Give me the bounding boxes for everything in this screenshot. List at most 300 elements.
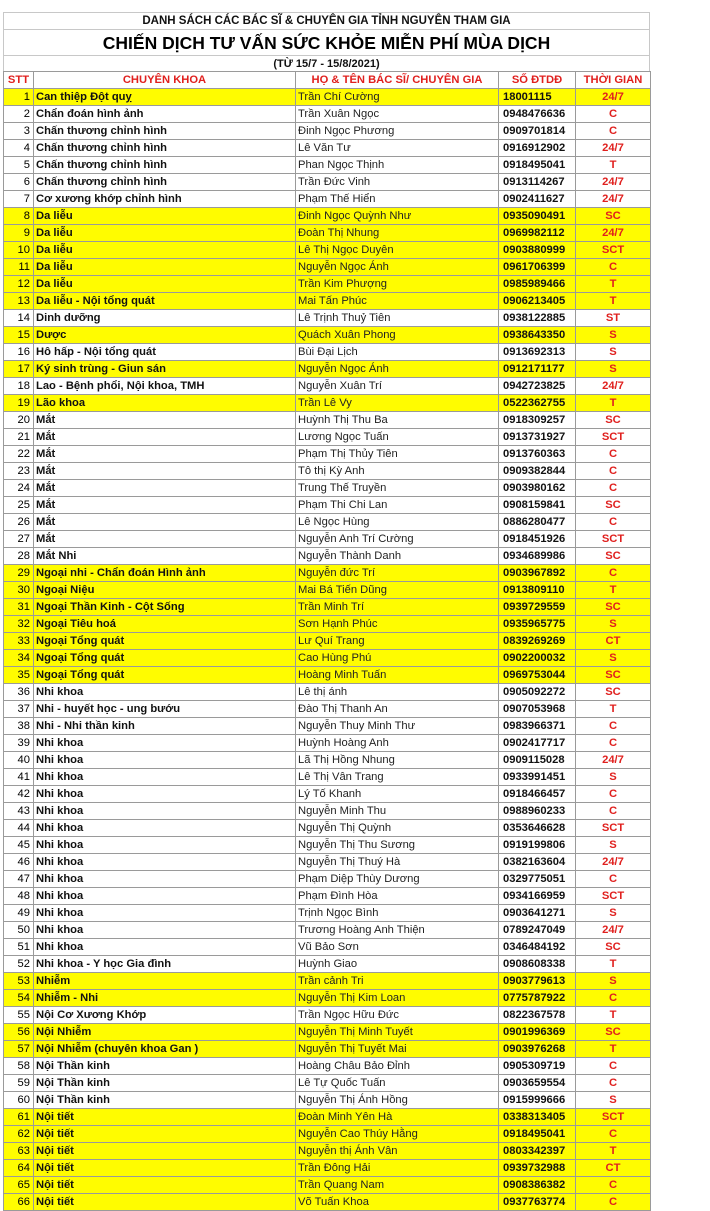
cell-time: C [576,1075,651,1092]
cell-specialty: Chấn thương chỉnh hình [34,157,296,174]
cell-specialty: Mắt [34,497,296,514]
table-row [4,973,651,990]
cell-time: T [576,1007,651,1024]
cell-time: C [576,446,651,463]
table-row [4,208,651,225]
cell-phone: 0913692313 [499,344,576,361]
cell-phone: 0939732988 [499,1160,576,1177]
cell-stt: 39 [4,735,34,752]
cell-time: CT [576,633,651,650]
cell-specialty: Chấn thương chỉnh hình [34,140,296,157]
cell-doctor-name: Quách Xuân Phong [296,327,499,344]
table-row [4,599,651,616]
cell-stt: 17 [4,361,34,378]
cell-phone: 0905309719 [499,1058,576,1075]
cell-specialty: Chấn thương chỉnh hình [34,174,296,191]
cell-time: S [576,837,651,854]
cell-doctor-name: Võ Tuấn Khoa [296,1194,499,1211]
cell-stt: 3 [4,123,34,140]
cell-specialty: Mắt [34,514,296,531]
table-row [4,259,651,276]
cell-stt: 11 [4,259,34,276]
cell-doctor-name: Nguyễn Minh Thu [296,803,499,820]
cell-time: C [576,990,651,1007]
cell-stt: 54 [4,990,34,1007]
table-row [4,718,651,735]
cell-time: 24/7 [576,140,651,157]
col-header-time: THỜI GIAN [576,72,651,89]
cell-doctor-name: Trần Quang Nam [296,1177,499,1194]
cell-specialty: Nhi khoa [34,769,296,786]
cell-stt: 65 [4,1177,34,1194]
table-row [4,888,651,905]
cell-stt: 60 [4,1092,34,1109]
cell-doctor-name: Trần cảnh Tri [296,973,499,990]
table-row [4,956,651,973]
cell-stt: 66 [4,1194,34,1211]
cell-phone: 0915999666 [499,1092,576,1109]
cell-phone: 0985989466 [499,276,576,293]
date-range: (TỪ 15/7 - 15/8/2021) [3,55,650,71]
cell-doctor-name: Vũ Bảo Sơn [296,939,499,956]
cell-phone: 0903880999 [499,242,576,259]
cell-specialty: Da liễu [34,276,296,293]
cell-phone: 0909382844 [499,463,576,480]
cell-specialty: Nhi khoa [34,888,296,905]
table-row [4,123,651,140]
cell-specialty: Chẩn đoán hình ảnh [34,106,296,123]
cell-doctor-name: Nguyễn đức Trí [296,565,499,582]
table-row [4,684,651,701]
cell-doctor-name: Phan Ngọc Thịnh [296,157,499,174]
list-header-title: DANH SÁCH CÁC BÁC SĨ & CHUYÊN GIA TỈNH NGUYÊN THAM GIA [3,12,650,29]
cell-specialty: Nhi - huyết học - ung bướu [34,701,296,718]
cell-doctor-name: Phạm Thi Chi Lan [296,497,499,514]
col-header-phone: SỐ ĐTDĐ [499,72,576,89]
cell-time: S [576,769,651,786]
table-row [4,1194,651,1211]
cell-stt: 48 [4,888,34,905]
cell-doctor-name: Lê Văn Tư [296,140,499,157]
cell-specialty: Can thiệp Đột quỵ [34,89,296,106]
doctor-table [3,71,651,1211]
cell-time: S [576,361,651,378]
cell-doctor-name: Phạm Thế Hiển [296,191,499,208]
cell-phone: 0522362755 [499,395,576,412]
table-row [4,1177,651,1194]
cell-stt: 63 [4,1143,34,1160]
cell-stt: 7 [4,191,34,208]
cell-time: C [576,735,651,752]
cell-doctor-name: Huỳnh Giao [296,956,499,973]
cell-phone: 0918495041 [499,157,576,174]
cell-phone: 0988960233 [499,803,576,820]
cell-stt: 6 [4,174,34,191]
table-row [4,361,651,378]
cell-phone: 0938643350 [499,327,576,344]
table-row [4,548,651,565]
cell-phone: 0969982112 [499,225,576,242]
cell-time: CT [576,1160,651,1177]
cell-doctor-name: Lã Thị Hồng Nhung [296,752,499,769]
cell-doctor-name: Mai Bá Tiến Dũng [296,582,499,599]
cell-time: 24/7 [576,854,651,871]
table-row [4,514,651,531]
table-row [4,446,651,463]
cell-time: 24/7 [576,174,651,191]
table-row [4,1092,651,1109]
cell-phone: 0935090491 [499,208,576,225]
cell-specialty: Da liễu [34,225,296,242]
cell-specialty: Ngoại Tiêu hoá [34,616,296,633]
cell-specialty: Cơ xương khớp chỉnh hình [34,191,296,208]
cell-specialty: Nhi khoa [34,837,296,854]
cell-specialty: Nội tiết [34,1126,296,1143]
cell-doctor-name: Bùi Đại Lịch [296,344,499,361]
cell-phone: 0382163604 [499,854,576,871]
cell-phone: 0918466457 [499,786,576,803]
cell-time: SCT [576,242,651,259]
cell-stt: 51 [4,939,34,956]
cell-specialty: Nhi khoa [34,820,296,837]
cell-time: SC [576,548,651,565]
cell-doctor-name: Nguyễn thị Ánh Vân [296,1143,499,1160]
cell-phone: 0903980162 [499,480,576,497]
table-row [4,1041,651,1058]
cell-time: 24/7 [576,89,651,106]
cell-specialty: Nội Thần kinh [34,1058,296,1075]
cell-time: T [576,1041,651,1058]
cell-time: SCT [576,888,651,905]
cell-time: S [576,327,651,344]
table-row [4,378,651,395]
cell-specialty: Nhi - Nhi thần kinh [34,718,296,735]
cell-phone: 0918451926 [499,531,576,548]
cell-phone: 0919199806 [499,837,576,854]
table-row [4,616,651,633]
table-row [4,1126,651,1143]
cell-time: C [576,106,651,123]
cell-phone: 0908159841 [499,497,576,514]
cell-time: T [576,395,651,412]
cell-specialty: Ngoại Tổng quát [34,667,296,684]
cell-phone: 0918495041 [499,1126,576,1143]
cell-specialty: Nhi khoa [34,939,296,956]
cell-specialty: Nội tiết [34,1160,296,1177]
cell-time: T [576,293,651,310]
cell-doctor-name: Nguyễn Cao Thúy Hằng [296,1126,499,1143]
cell-stt: 41 [4,769,34,786]
table-row [4,106,651,123]
cell-time: SC [576,939,651,956]
cell-doctor-name: Trần Minh Trí [296,599,499,616]
cell-stt: 4 [4,140,34,157]
cell-doctor-name: Trần Đông Hải [296,1160,499,1177]
cell-doctor-name: Trần Đức Vinh [296,174,499,191]
table-row [4,191,651,208]
cell-phone: 0329775051 [499,871,576,888]
cell-time: C [576,871,651,888]
cell-doctor-name: Trần Lê Vy [296,395,499,412]
col-header-doctor-name: HỌ & TÊN BÁC SĨ/ CHUYÊN GIA [296,72,499,89]
cell-stt: 40 [4,752,34,769]
cell-phone: 0939729559 [499,599,576,616]
table-row [4,89,651,106]
cell-doctor-name: Cao Hùng Phú [296,650,499,667]
cell-phone: 0934166959 [499,888,576,905]
cell-time: C [576,480,651,497]
cell-specialty: Dinh dưỡng [34,310,296,327]
cell-doctor-name: Trung Thế Truyền [296,480,499,497]
cell-stt: 58 [4,1058,34,1075]
table-row [4,1075,651,1092]
cell-phone: 0969753044 [499,667,576,684]
cell-phone: 0933991451 [499,769,576,786]
cell-specialty: Ngoại Tổng quát [34,633,296,650]
cell-phone: 0903967892 [499,565,576,582]
cell-doctor-name: Nguyễn Ngọc Ánh [296,259,499,276]
cell-doctor-name: Nguyễn Ngọc Ánh [296,361,499,378]
cell-doctor-name: Phạm Thị Thủy Tiên [296,446,499,463]
cell-specialty: Nội Nhiễm (chuyên khoa Gan ) [34,1041,296,1058]
cell-time: SCT [576,429,651,446]
cell-stt: 35 [4,667,34,684]
cell-time: T [576,157,651,174]
cell-specialty: Nội Cơ Xương Khớp [34,1007,296,1024]
cell-time: SCT [576,820,651,837]
cell-phone: 0803342397 [499,1143,576,1160]
table-row [4,1058,651,1075]
cell-doctor-name: Nguyễn Thị Tuyết Mai [296,1041,499,1058]
cell-stt: 37 [4,701,34,718]
cell-stt: 25 [4,497,34,514]
cell-time: SC [576,684,651,701]
cell-specialty: Chấn thương chỉnh hình [34,123,296,140]
cell-phone: 0789247049 [499,922,576,939]
cell-stt: 43 [4,803,34,820]
cell-specialty: Mắt [34,412,296,429]
cell-phone: 0913809110 [499,582,576,599]
cell-phone: 0903976268 [499,1041,576,1058]
cell-stt: 20 [4,412,34,429]
table-row [4,344,651,361]
cell-phone: 0902411627 [499,191,576,208]
cell-specialty: Mắt [34,463,296,480]
cell-phone: 0903659554 [499,1075,576,1092]
cell-doctor-name: Lê Tự Quốc Tuấn [296,1075,499,1092]
cell-specialty: Dược [34,327,296,344]
cell-stt: 10 [4,242,34,259]
cell-time: SC [576,667,651,684]
cell-doctor-name: Đinh Ngọc Phương [296,123,499,140]
cell-doctor-name: Nguyễn Thị Thuý Hà [296,854,499,871]
table-row [4,990,651,1007]
cell-stt: 9 [4,225,34,242]
cell-doctor-name: Hoàng Châu Bảo Đỉnh [296,1058,499,1075]
cell-phone: 0937763774 [499,1194,576,1211]
cell-stt: 23 [4,463,34,480]
cell-phone: 0346484192 [499,939,576,956]
table-row [4,854,651,871]
table-row [4,276,651,293]
cell-stt: 24 [4,480,34,497]
table-row [4,1109,651,1126]
table-row [4,565,651,582]
cell-time: C [576,1177,651,1194]
cell-specialty: Nhi khoa [34,871,296,888]
cell-stt: 13 [4,293,34,310]
cell-phone: 0886280477 [499,514,576,531]
cell-stt: 50 [4,922,34,939]
cell-time: S [576,344,651,361]
cell-phone: 0907053968 [499,701,576,718]
cell-stt: 18 [4,378,34,395]
cell-time: T [576,701,651,718]
cell-doctor-name: Nguyễn Thị Kim Loan [296,990,499,1007]
cell-stt: 55 [4,1007,34,1024]
table-row [4,395,651,412]
cell-doctor-name: Nguyễn Anh Trí Cường [296,531,499,548]
table-header-row [4,72,651,89]
cell-specialty: Da liễu - Nội tổng quát [34,293,296,310]
cell-specialty: Mắt Nhi [34,548,296,565]
table-row [4,752,651,769]
cell-stt: 30 [4,582,34,599]
cell-stt: 45 [4,837,34,854]
cell-doctor-name: Trần Xuân Ngọc [296,106,499,123]
cell-phone: 0909115028 [499,752,576,769]
cell-doctor-name: Huỳnh Hoàng Anh [296,735,499,752]
cell-doctor-name: Phạm Diệp Thùy Dương [296,871,499,888]
table-row [4,582,651,599]
cell-doctor-name: Trần Chí Cường [296,89,499,106]
cell-specialty: Ngoại nhi - Chẩn đoán Hình ảnh [34,565,296,582]
cell-specialty: Ngoại Tổng quát [34,650,296,667]
cell-time: 24/7 [576,922,651,939]
cell-doctor-name: Lý Tố Khanh [296,786,499,803]
cell-specialty: Da liễu [34,208,296,225]
cell-specialty: Nhiễm - Nhi [34,990,296,1007]
cell-stt: 44 [4,820,34,837]
cell-time: S [576,905,651,922]
cell-specialty: Mắt [34,531,296,548]
cell-doctor-name: Hoàng Minh Tuấn [296,667,499,684]
cell-time: ST [576,310,651,327]
cell-specialty: Hô hấp - Nội tổng quát [34,344,296,361]
cell-stt: 49 [4,905,34,922]
col-header-stt: STT [4,72,34,89]
cell-stt: 21 [4,429,34,446]
col-header-specialty: CHUYÊN KHOA [34,72,296,89]
cell-time: C [576,259,651,276]
cell-doctor-name: Trương Hoàng Anh Thiện [296,922,499,939]
cell-specialty: Nhi khoa [34,922,296,939]
cell-time: S [576,650,651,667]
cell-doctor-name: Lê thị ánh [296,684,499,701]
cell-time: T [576,582,651,599]
cell-specialty: Ngoại Niệu [34,582,296,599]
table-row [4,922,651,939]
cell-specialty: Da liễu [34,259,296,276]
cell-phone: 0913731927 [499,429,576,446]
cell-specialty: Nhi khoa [34,735,296,752]
cell-time: 24/7 [576,225,651,242]
cell-phone: 0916912902 [499,140,576,157]
cell-phone: 0901996369 [499,1024,576,1041]
cell-phone: 0961706399 [499,259,576,276]
cell-phone: 0913114267 [499,174,576,191]
cell-stt: 61 [4,1109,34,1126]
cell-specialty: Nội tiết [34,1177,296,1194]
cell-doctor-name: Nguyễn Thị Quỳnh [296,820,499,837]
table-row [4,1160,651,1177]
table-row [4,939,651,956]
cell-doctor-name: Nguyễn Thị Ánh Hồng [296,1092,499,1109]
cell-time: S [576,1092,651,1109]
cell-time: SC [576,599,651,616]
cell-stt: 16 [4,344,34,361]
cell-phone: 0909701814 [499,123,576,140]
table-row [4,412,651,429]
table-row [4,225,651,242]
cell-doctor-name: Mai Tấn Phúc [296,293,499,310]
cell-stt: 62 [4,1126,34,1143]
cell-stt: 42 [4,786,34,803]
cell-stt: 56 [4,1024,34,1041]
cell-time: C [576,718,651,735]
table-row [4,242,651,259]
cell-phone: 0913760363 [499,446,576,463]
table-row [4,327,651,344]
cell-doctor-name: Sơn Hạnh Phúc [296,616,499,633]
cell-time: SC [576,497,651,514]
cell-specialty: Ngoại Thần Kinh - Cột Sống [34,599,296,616]
cell-stt: 64 [4,1160,34,1177]
cell-doctor-name: Đào Thị Thanh An [296,701,499,718]
cell-specialty: Mắt [34,429,296,446]
table-row [4,633,651,650]
table-row [4,1143,651,1160]
cell-specialty: Nhi khoa [34,786,296,803]
cell-specialty: Nội Nhiễm [34,1024,296,1041]
table-row [4,837,651,854]
cell-specialty: Nhi khoa [34,752,296,769]
cell-time: C [576,1058,651,1075]
table-row [4,735,651,752]
cell-time: 24/7 [576,752,651,769]
table-row [4,531,651,548]
cell-time: C [576,514,651,531]
cell-doctor-name: Lê Thị Vân Trang [296,769,499,786]
table-row [4,905,651,922]
cell-time: C [576,123,651,140]
cell-doctor-name: Huỳnh Thị Thu Ba [296,412,499,429]
cell-phone: 0822367578 [499,1007,576,1024]
cell-doctor-name: Nguyễn Xuân Trí [296,378,499,395]
cell-stt: 19 [4,395,34,412]
cell-phone: 0908386382 [499,1177,576,1194]
cell-stt: 26 [4,514,34,531]
cell-specialty: Nội Thần kinh [34,1075,296,1092]
table-row [4,871,651,888]
cell-time: T [576,1143,651,1160]
cell-specialty: Nội tiết [34,1143,296,1160]
cell-doctor-name: Lê Ngọc Hùng [296,514,499,531]
cell-stt: 47 [4,871,34,888]
cell-stt: 27 [4,531,34,548]
table-row [4,497,651,514]
cell-stt: 29 [4,565,34,582]
